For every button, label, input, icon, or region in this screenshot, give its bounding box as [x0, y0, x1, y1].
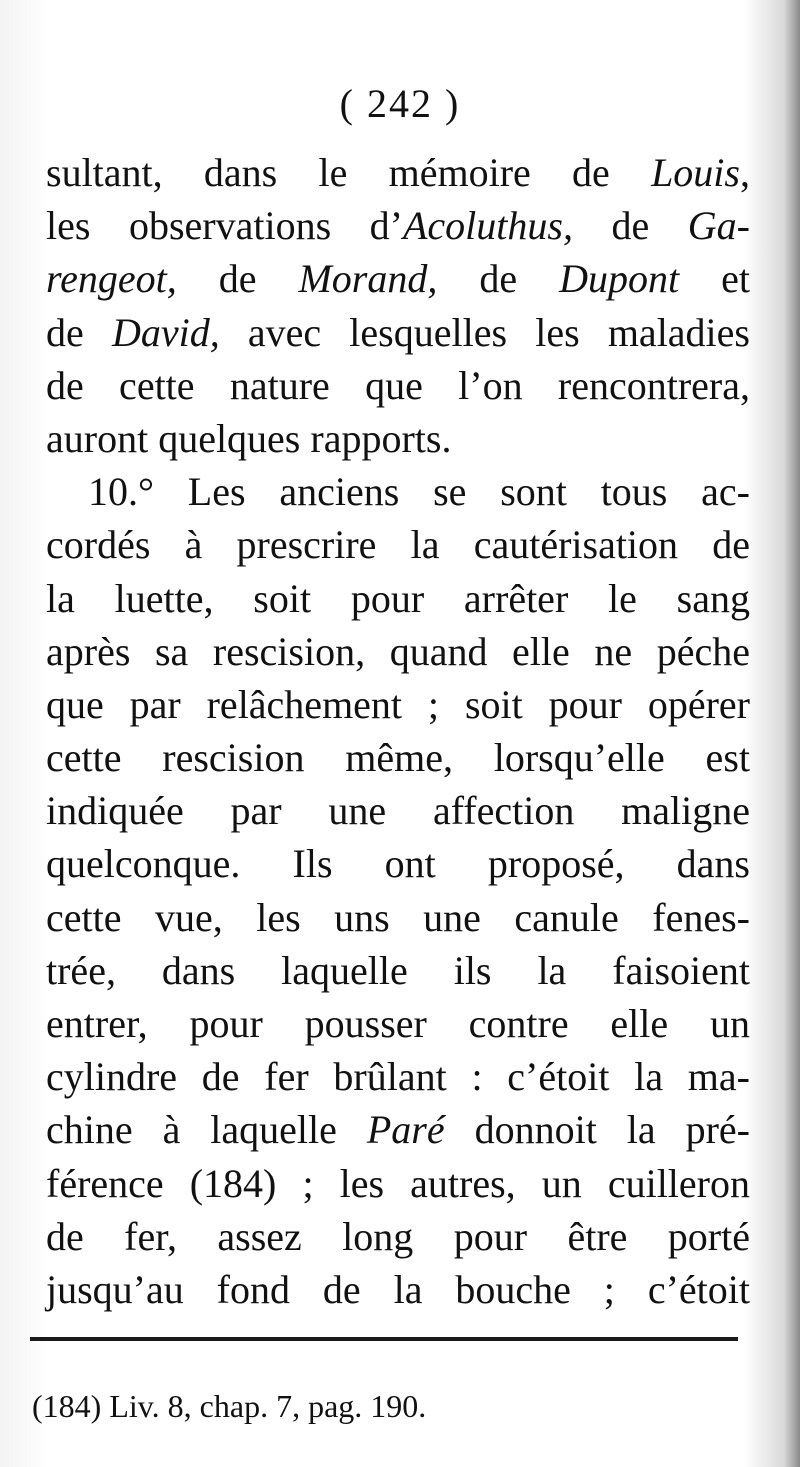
text-segment: et — [679, 256, 750, 302]
text-line — [46, 306, 750, 359]
text-line — [46, 944, 750, 997]
italic-text: David, — [111, 309, 220, 355]
text-segment: cordés à prescrire la cautérisation de — [46, 522, 750, 568]
text-segment: auront quelques rapports. — [46, 415, 452, 461]
text-segment: , — [740, 150, 750, 195]
text-line — [46, 1050, 750, 1103]
text-line — [46, 252, 750, 305]
text-line — [46, 1103, 750, 1156]
text-segment: cette vue, les uns une canule fenes- — [46, 894, 750, 940]
italic-text: Morand, — [298, 256, 438, 302]
body-text — [46, 146, 750, 1316]
footnote-rule — [30, 1337, 738, 1341]
page-number: ( 242 ) — [339, 81, 461, 126]
italic-text: Acoluthus, — [402, 203, 573, 249]
italic-text: rengeot, — [46, 256, 177, 302]
text-line — [46, 199, 750, 252]
text-segment: de cette nature que l’on rencontrera, — [46, 362, 750, 408]
text-line — [46, 412, 750, 465]
text-line — [46, 1263, 750, 1316]
text-segment: donnoit la pré- — [444, 1107, 750, 1153]
text-segment: chine à laquelle — [46, 1107, 367, 1153]
text-line — [46, 1210, 750, 1263]
text-line — [46, 359, 750, 412]
text-segment: de — [437, 256, 560, 302]
text-segment: jusqu’au fond de la bouche ; c’étoit — [46, 1266, 750, 1312]
text-line — [46, 572, 750, 625]
text-segment: avec lesquelles les maladies — [219, 309, 750, 355]
italic-text: Dupont — [559, 256, 680, 302]
text-segment: la luette, soit pour arrêter le sang — [46, 575, 750, 621]
text-segment: après sa rescision, quand elle ne péche — [46, 628, 750, 674]
text-segment: de — [46, 309, 112, 355]
footnote: (184) Liv. 8, chap. 7, pag. 190. — [32, 1388, 427, 1424]
text-line — [46, 625, 750, 678]
italic-text: Ga- — [687, 203, 750, 249]
text-segment: de fer, assez long pour être porté — [46, 1213, 750, 1259]
text-segment: trée, dans laquelle ils la faisoient — [46, 947, 750, 993]
text-line — [46, 146, 750, 199]
italic-text: Louis — [651, 150, 740, 195]
text-segment: 10.° Les anciens se sont tous ac- — [88, 469, 750, 515]
text-segment: entrer, pour pousser contre elle un — [46, 1001, 750, 1046]
text-segment: de — [572, 203, 688, 249]
text-segment: indiquée par une affection maligne — [46, 788, 750, 834]
text-segment: férence (184) ; les autres, un cuilleron — [46, 1160, 750, 1206]
text-segment: quelconque. Ils ont proposé, dans — [46, 841, 750, 887]
text-segment: cette rescision même, lorsqu’elle est — [46, 735, 750, 781]
text-segment: les observations d’ — [46, 203, 403, 249]
text-segment: cylindre de fer brûlant : c’étoit la ma- — [46, 1054, 750, 1100]
text-line — [46, 837, 750, 890]
text-line — [46, 731, 750, 784]
text-line — [46, 891, 750, 944]
text-segment: sultant, dans le mémoire de — [46, 150, 652, 195]
text-segment: que par relâchement ; soit pour opérer — [46, 681, 750, 727]
text-line — [46, 465, 750, 518]
text-line — [46, 1157, 750, 1210]
text-segment: de — [176, 256, 299, 302]
text-line — [46, 518, 750, 571]
text-line — [46, 678, 750, 731]
italic-text: Paré — [366, 1107, 445, 1153]
text-line — [46, 997, 750, 1050]
text-line — [46, 784, 750, 837]
